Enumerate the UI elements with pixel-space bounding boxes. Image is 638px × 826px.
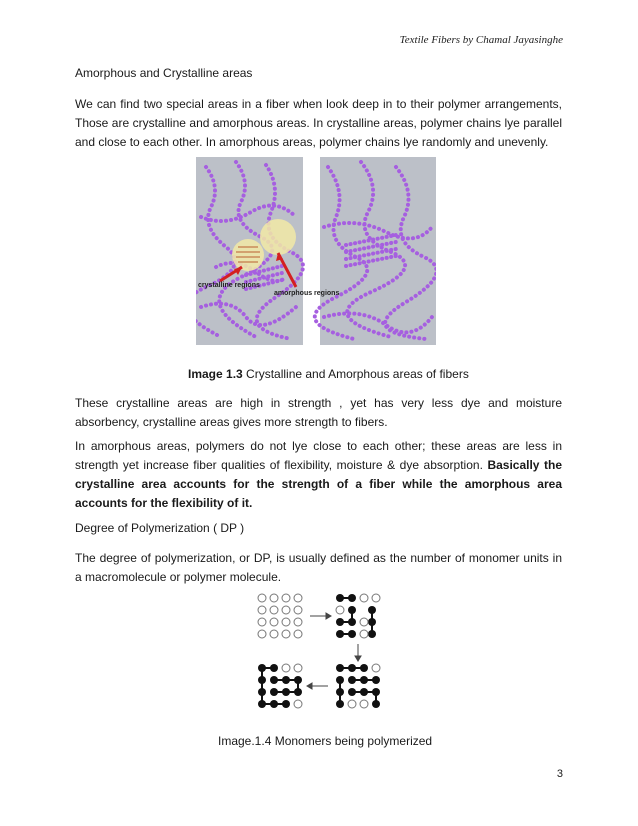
- paragraph-amorphous: [75, 437, 562, 513]
- figure1-caption: [188, 366, 469, 382]
- first-step-grid: [336, 594, 380, 638]
- figure1-caption-number: Image 1.3: [188, 367, 243, 381]
- third-step-grid: [258, 664, 302, 708]
- figure1-caption-text: Crystalline and Amorphous areas of fibers: [242, 367, 469, 381]
- paragraph-crystalline-strength: These crystalline areas are high in strength , yet has very less dye and moisture absorbency, crystalline areas gives more strength to fibers.: [75, 396, 562, 429]
- arrow-left-icon: [307, 683, 312, 689]
- figure2-caption: Image.1.4 Monomers being polymerized: [218, 734, 433, 748]
- paragraph-intro: We can find two special areas in a fiber when look deep in to their polymer arrangements, Those are crystalline and amorphous areas. In crystalline areas, polymer chains lye parallel and close to each other. In amorphous areas, polymer chains lye randomly and unevenly.: [75, 97, 562, 149]
- paragraph-amorphous-text: In amorphous areas, polymers do not lye close to each other; these areas are less in strength yet increase fiber qualities of flexibility, moisture & dye absorption.: [75, 439, 562, 472]
- paragraph-amorphous-bold: Basically the crystalline area accounts for the strength of a fiber while the amorphous area accounts for the flexibility of it.: [75, 458, 563, 510]
- arrow-down-icon: [355, 656, 361, 661]
- crystalline-amorphous-figure: [196, 157, 436, 345]
- running-header: Textile Fibers by Chamal Jayasinghe: [399, 34, 563, 46]
- amorphous-region-highlight: [260, 219, 296, 255]
- amorphous-regions-label: amorphous regions: [274, 290, 340, 297]
- paragraph-dp-definition: The degree of polymerization, or DP, is usually defined as the number of monomer units in a macromolecule or polymer molecule.: [75, 551, 562, 584]
- section-title-amorphous-crystalline: Amorphous and Crystalline areas: [75, 66, 253, 80]
- crystalline-regions-label: crystalline regions: [198, 282, 260, 289]
- open-monomer-grid: [258, 594, 302, 638]
- crystalline-region-highlight: [232, 239, 264, 271]
- monomer-polymerization-figure: [254, 590, 384, 716]
- page-number: 3: [556, 768, 563, 780]
- arrow-right-icon: [326, 613, 331, 619]
- section-title-degree-of-polymerization: Degree of Polymerization ( DP ): [75, 521, 245, 535]
- second-step-grid: [336, 664, 380, 708]
